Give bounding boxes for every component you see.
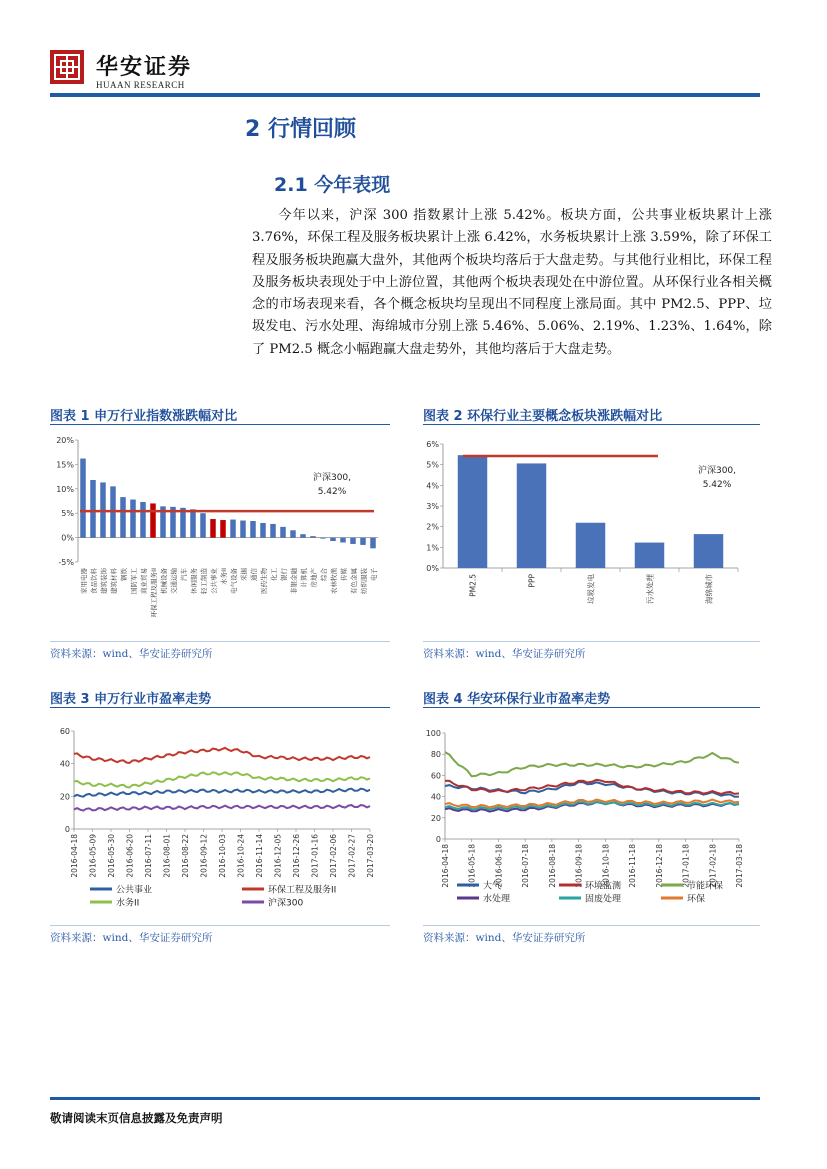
fig4-xtick-label: 2016-04-18 [441, 844, 450, 888]
fig1-category-label: 电气设备 [230, 568, 238, 594]
fig1-bar [370, 538, 376, 549]
fig1-category-label: 计算机 [300, 568, 308, 588]
fig4-series-line [445, 802, 739, 810]
fig3-xtick-label: 2016-08-01 [162, 834, 172, 878]
fig3-xtick-label: 2016-05-09 [88, 834, 98, 878]
logo-text-en: HUAAN RESEARCH [96, 80, 185, 90]
fig1-ytick-label: 5% [61, 509, 74, 519]
fig1-category-label: 有色金属 [350, 568, 358, 594]
fig1-category-label: 综合 [320, 568, 328, 581]
fig1-source: 资料来源：wind、华安证券研究所 [50, 648, 213, 660]
fig4-series-line [445, 782, 739, 797]
fig1-category-label: 商业贸易 [140, 568, 148, 594]
fig2-bar [458, 455, 488, 568]
fig4-ytick-label: 60 [430, 771, 441, 781]
fig3-xtick-label: 2017-02-27 [347, 834, 357, 878]
fig1-bar [360, 538, 366, 545]
fig3-xtick-label: 2017-02-06 [329, 834, 338, 878]
fig2-title-rule [423, 424, 760, 425]
fig1-bar [140, 502, 146, 538]
fig1-category-label: 化工 [270, 568, 278, 581]
fig2-category-label: PM2.5 [468, 574, 478, 597]
fig3-series-line [74, 772, 370, 787]
fig2-category-label: 污水处理 [645, 574, 655, 604]
fig3-series-line [74, 748, 370, 763]
fig1-bar [200, 513, 206, 537]
fig1-ytick-label: 0% [61, 533, 74, 543]
fig3-xtick-label: 2016-10-24 [236, 834, 246, 878]
fig3-chart [40, 713, 390, 923]
fig1-bar [220, 520, 226, 538]
fig1-bar [130, 500, 136, 538]
fig1-category-label: 医药生物 [260, 568, 268, 594]
fig1-ytick-label: 20% [56, 436, 74, 445]
fig4-legend-label: 环保 [687, 894, 706, 905]
fig1-bar [310, 536, 316, 537]
fig1-bar [330, 538, 336, 541]
fig3-xtick-label: 2016-09-12 [199, 834, 209, 878]
fig2-bar [517, 463, 547, 568]
fig4-xtick-label: 2017-03-18 [735, 844, 744, 888]
fig2-bottom-rule [423, 641, 760, 642]
fig4-ytick-label: 40 [430, 792, 441, 802]
fig2-chart [415, 430, 760, 640]
fig2-source: 资料来源：wind、华安证券研究所 [423, 648, 586, 660]
fig3-series-line [74, 789, 370, 797]
fig1-bar [190, 509, 196, 537]
fig1-bar [210, 519, 216, 538]
fig3-xtick-label: 2016-08-22 [181, 834, 190, 878]
fig3-legend-label: 沪深300 [268, 898, 304, 909]
footer-disclaimer: 敬请阅读末页信息披露及免责声明 [50, 1111, 223, 1125]
fig4-series-line [445, 752, 739, 776]
fig2-ytick-label: 3% [426, 502, 439, 511]
fig1-category-label: 钢铁 [120, 568, 128, 581]
fig3-ytick-label: 60 [59, 727, 70, 736]
fig1-bar [260, 523, 266, 538]
fig2-category-label: PPP [527, 574, 537, 588]
fig4-xtick-label: 2017-01-18 [681, 844, 691, 888]
fig1-category-label: 环保工程及服务II [150, 568, 158, 618]
fig3-title-rule [50, 707, 390, 708]
fig1-ytick-label: 15% [56, 460, 74, 470]
fig2-title: 图表 2 环保行业主要概念板块涨跌幅对比 [423, 409, 663, 424]
fig3-ytick-label: 20 [59, 792, 70, 802]
fig1-annotation: 5.42% [317, 487, 347, 497]
fig4-ytick-label: 20 [430, 813, 441, 823]
fig1-annotation: 沪深300, [312, 473, 352, 483]
fig3-legend-label: 公共事业 [116, 885, 153, 896]
fig4-legend-label: 环境监测 [585, 881, 622, 892]
fig1-bar [250, 521, 256, 538]
fig2-category-label: 垃圾发电 [586, 574, 596, 604]
fig1-title-rule [50, 424, 390, 425]
fig3-xtick-label: 2016-04-18 [70, 834, 79, 878]
fig2-ytick-label: 0% [426, 564, 439, 573]
fig1-bar [90, 480, 96, 538]
fig4-xtick-label: 2016-09-18 [574, 844, 584, 888]
fig1-bar [240, 521, 246, 538]
fig1-bar [80, 459, 86, 538]
fig4-xtick-label: 2016-11-18 [628, 844, 638, 888]
fig1-title: 图表 1 申万行业指数涨跌幅对比 [50, 409, 238, 424]
fig3-xtick-label: 2016-05-30 [107, 834, 116, 878]
fig2-bar [694, 534, 724, 568]
fig1-category-label: 公共事业 [210, 568, 218, 594]
logo-seal [50, 50, 84, 84]
fig2-ytick-label: 5% [426, 460, 439, 470]
fig1-category-label: 家用电器 [80, 568, 88, 594]
fig2-ytick-label: 6% [426, 440, 439, 449]
fig4-ytick-label: 80 [430, 750, 441, 760]
fig1-category-label: 国防军工 [130, 568, 138, 594]
fig4-xtick-label: 2016-07-18 [521, 844, 531, 888]
fig2-ytick-label: 1% [426, 543, 439, 553]
fig4-legend-label: 固废处理 [585, 894, 622, 905]
fig1-category-label: 水务II [220, 568, 228, 585]
fig4-source: 资料来源：wind、华安证券研究所 [423, 932, 586, 944]
fig1-ytick-label: 10% [56, 484, 74, 494]
fig1-bar [120, 497, 126, 538]
fig1-category-label: 房地产 [310, 568, 318, 588]
fig4-legend-label: 节能环保 [687, 881, 724, 892]
fig1-category-label: 建筑装饰 [100, 568, 108, 594]
fig4-xtick-label: 2017-02-18 [708, 844, 718, 888]
header-rule [50, 93, 760, 97]
fig2-ytick-label: 4% [426, 481, 439, 491]
fig4-title-rule [423, 707, 760, 708]
fig4-chart [415, 713, 760, 923]
fig1-category-label: 休闲服务 [190, 568, 198, 594]
fig1-category-label: 电子 [370, 568, 378, 581]
fig1-bar [320, 538, 326, 539]
fig3-xtick-label: 2016-07-11 [144, 834, 153, 878]
fig3-bottom-rule [50, 925, 390, 926]
fig4-xtick-label: 2016-10-18 [601, 844, 611, 888]
fig1-category-label: 非银金融 [290, 568, 298, 594]
fig3-ytick-label: 0 [64, 825, 70, 834]
fig1-category-label: 纺织服装 [360, 568, 368, 594]
fig1-category-label: 机械设备 [160, 568, 168, 594]
fig1-category-label: 交通运输 [170, 568, 178, 594]
fig3-series-line [74, 805, 370, 811]
fig3-ytick-label: 40 [59, 759, 70, 769]
logo-seal-icon [50, 50, 84, 84]
fig3-legend-label: 水务II [116, 898, 140, 909]
fig1-category-label: 采掘 [240, 568, 248, 581]
fig3-xtick-label: 2016-06-20 [125, 834, 135, 878]
fig1-category-label: 农林牧渔 [330, 568, 338, 594]
fig1-bar [150, 503, 156, 537]
body-paragraph: 今年以来，沪深 300 指数累计上涨 5.42%。板块方面，公共事业板块累计上涨 3.76%，环保工程及服务板块累计上涨 6.42%，水务板块累计上涨 3.59%，除了环保工程及服务板块跑赢大盘外，其他两个板块均落后于大盘走势。与其他行业相比，环保工程及服务板块表现处于中上游位置，其他两个板块表现处在中游位置。从环保行业各相关概念的市场表现来看，各个概念板块均呈现出不同程度上涨局面。其中 PM2.5、PPP、垃圾发电、污水处理、海绵城市分别上涨 5.46%、5.06%、2.19%、1.23%、1.64%，除了 PM2.5 概念小幅跑赢大盘走势外，其他均落后于大盘走势。 [252, 208, 772, 357]
fig4-ytick-label: 100 [425, 729, 441, 738]
fig2-annotation: 沪深300, [697, 466, 737, 476]
fig2-category-label: 海绵城市 [704, 574, 714, 604]
fig3-title: 图表 3 申万行业市盈率走势 [50, 692, 212, 707]
fig2-bar [576, 523, 606, 568]
fig1-category-label: 汽车 [180, 568, 188, 581]
fig3-legend-label: 环保工程及服务II [268, 885, 337, 896]
footer-rule [50, 1097, 760, 1100]
fig4-xtick-label: 2016-05-18 [467, 844, 477, 888]
fig1-category-label: 通信 [250, 568, 258, 581]
fig1-category-label: 传媒 [340, 568, 348, 581]
fig1-ytick-label: -5% [58, 558, 74, 567]
fig1-bar [300, 534, 306, 537]
fig3-xtick-label: 2016-12-26 [292, 834, 301, 878]
fig2-ytick-label: 2% [426, 522, 439, 532]
fig1-category-label: 建筑材料 [110, 568, 118, 594]
fig4-title: 图表 4 华安环保行业市盈率走势 [423, 692, 611, 707]
fig2-bar [635, 543, 665, 568]
fig3-xtick-label: 2016-12-05 [273, 834, 283, 878]
fig1-bar [350, 538, 356, 544]
fig1-chart [40, 430, 390, 640]
fig4-ytick-label: 0 [435, 835, 441, 844]
fig3-xtick-label: 2017-03-20 [366, 834, 375, 878]
fig1-bar [280, 527, 286, 538]
fig1-category-label: 轻工制造 [200, 568, 208, 594]
fig3-source: 资料来源：wind、华安证券研究所 [50, 932, 213, 944]
fig1-bar [340, 538, 346, 543]
fig4-xtick-label: 2016-12-18 [654, 844, 664, 888]
fig4-xtick-label: 2016-08-18 [547, 844, 557, 888]
section-heading: 2 行情回顾 [245, 117, 356, 142]
logo-text-cn: 华安证券 [96, 54, 193, 80]
fig1-bar [230, 520, 236, 538]
fig3-xtick-label: 2016-10-03 [218, 834, 227, 878]
fig4-bottom-rule [423, 925, 760, 926]
fig1-category-label: 食品饮料 [90, 568, 98, 594]
fig1-bar [290, 530, 296, 537]
fig4-legend-label: 大气 [483, 881, 502, 892]
fig1-bottom-rule [50, 641, 390, 642]
subsection-heading: 2.1 今年表现 [274, 174, 391, 196]
fig1-category-label: 银行 [280, 568, 288, 581]
fig1-bar [270, 524, 276, 538]
fig4-xtick-label: 2016-06-18 [494, 844, 504, 888]
fig2-annotation: 5.42% [702, 480, 732, 490]
fig3-xtick-label: 2016-11-14 [255, 834, 264, 878]
fig4-series-line [445, 780, 739, 794]
fig3-xtick-label: 2017-01-16 [310, 834, 320, 878]
fig4-legend-label: 水处理 [483, 894, 511, 905]
